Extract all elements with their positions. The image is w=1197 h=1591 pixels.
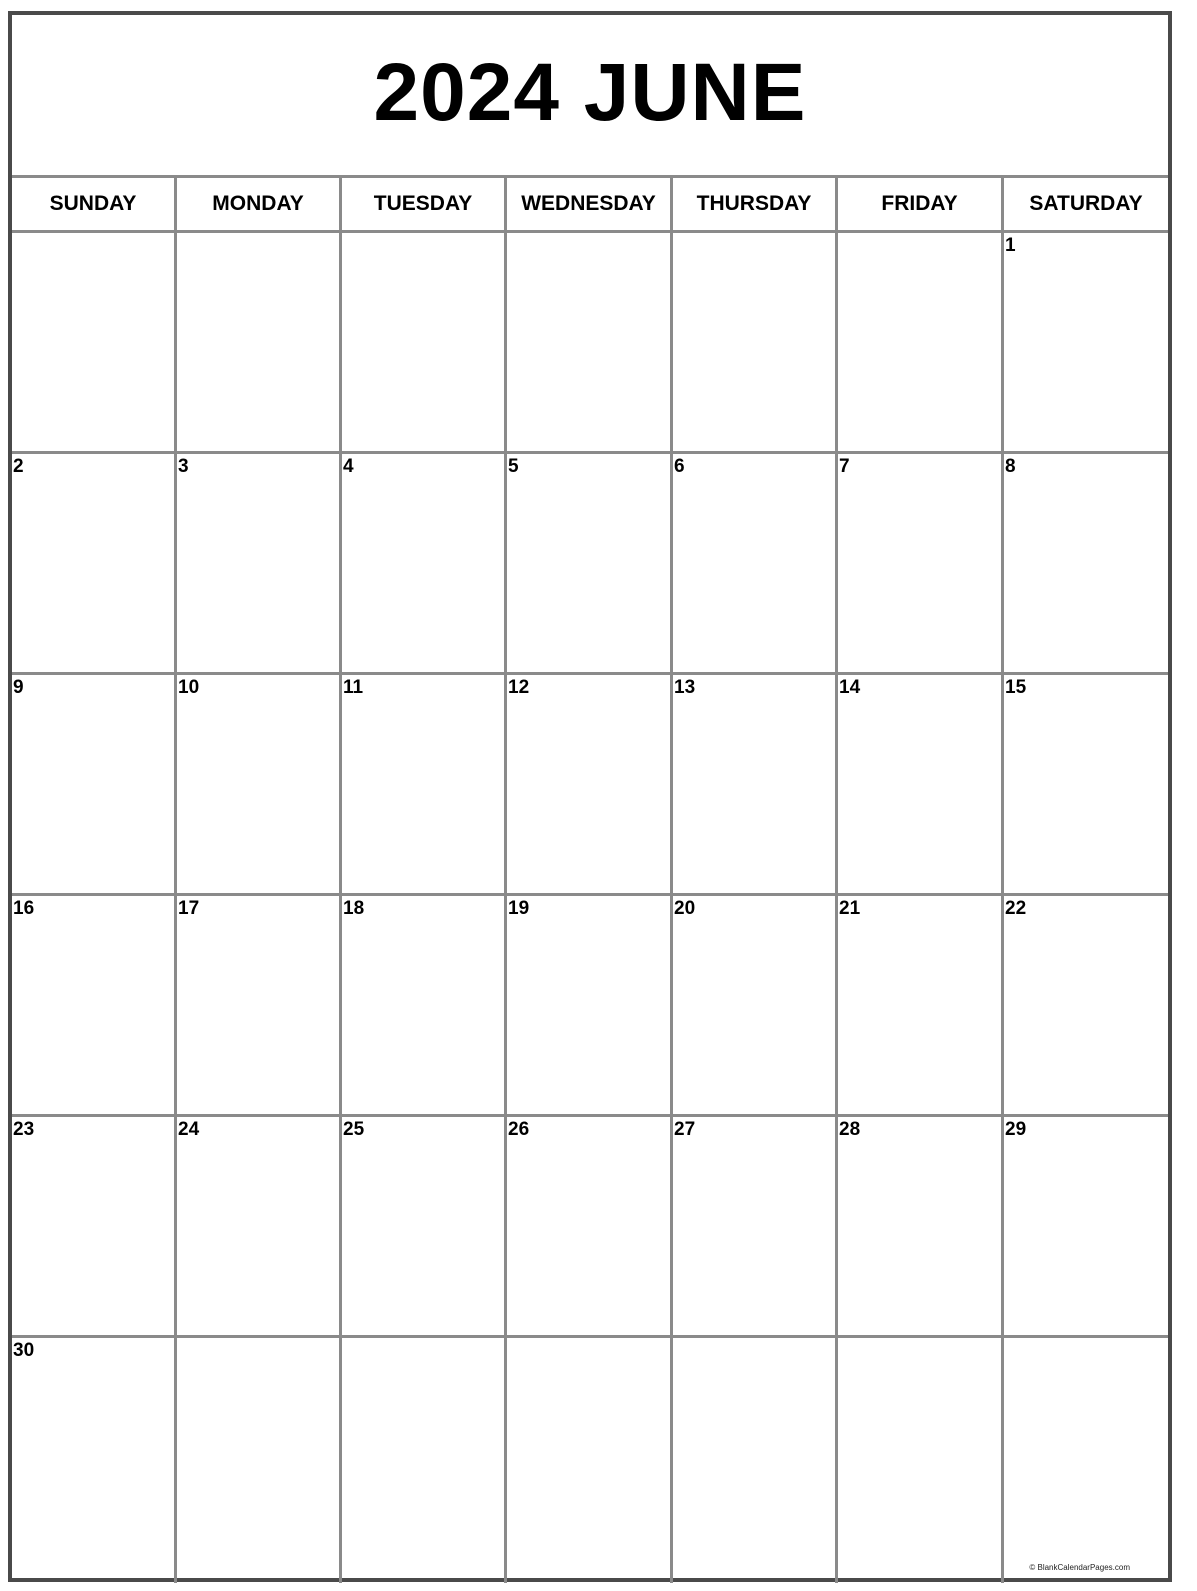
day-number: 25: [343, 1119, 365, 1140]
day-cell: [507, 1338, 673, 1583]
day-number: 6: [674, 456, 685, 477]
calendar-frame: [8, 11, 1172, 1582]
day-cell: [673, 896, 838, 1114]
day-cell: [1004, 1117, 1168, 1335]
day-cell: [12, 1117, 177, 1335]
day-number: 14: [839, 677, 861, 698]
day-cell: [342, 675, 507, 893]
day-cell: [673, 233, 838, 451]
week-row-2: [12, 454, 1168, 675]
day-cell: [342, 233, 507, 451]
weekday-thursday: THURSDAY: [673, 178, 838, 230]
day-number: 24: [178, 1119, 200, 1140]
day-number: 19: [508, 898, 530, 919]
day-cell: [342, 896, 507, 1114]
day-cell: [673, 675, 838, 893]
day-cell: [12, 233, 177, 451]
weekday-wednesday: WEDNESDAY: [507, 178, 673, 230]
day-cell: [507, 233, 673, 451]
day-cell: [838, 675, 1004, 893]
week-row-5: [12, 1117, 1168, 1338]
day-cell: [507, 1117, 673, 1335]
calendar-title: 2024 JUNE: [373, 47, 807, 138]
day-cell: [507, 454, 673, 672]
day-cell: [1004, 896, 1168, 1114]
day-cell: [838, 454, 1004, 672]
calendar-grid: [12, 175, 1168, 1583]
day-cell: [507, 675, 673, 893]
day-cell: [673, 1338, 838, 1583]
day-number: 8: [1005, 456, 1016, 477]
day-number: 27: [674, 1119, 696, 1140]
day-number: 20: [674, 898, 696, 919]
weekday-header-row: [12, 178, 1168, 233]
week-row-1: [12, 233, 1168, 454]
weekday-saturday: SATURDAY: [1029, 192, 1143, 215]
week-row-4: [12, 896, 1168, 1117]
day-cell: [342, 1117, 507, 1335]
day-cell: [177, 896, 342, 1114]
day-cell: [12, 675, 177, 893]
day-number: 26: [508, 1119, 530, 1140]
day-number: 30: [13, 1340, 35, 1361]
day-number: 23: [13, 1119, 35, 1140]
day-number: 21: [839, 898, 861, 919]
day-cell: [1004, 1338, 1168, 1583]
weekday-monday: MONDAY: [177, 178, 342, 230]
week-row-6: [12, 1338, 1168, 1583]
day-number: 29: [1005, 1119, 1027, 1140]
day-cell: [1004, 454, 1168, 672]
day-cell: [673, 1117, 838, 1335]
day-cell: [838, 233, 1004, 451]
day-number: 9: [13, 677, 24, 698]
day-cell: [838, 1338, 1004, 1583]
day-cell: [342, 1338, 507, 1583]
day-cell: [177, 675, 342, 893]
day-number: 11: [343, 677, 364, 698]
day-number: 28: [839, 1119, 861, 1140]
day-cell: [838, 896, 1004, 1114]
weekday-friday: FRIDAY: [838, 178, 1004, 230]
day-number: 17: [178, 898, 200, 919]
day-cell: [177, 454, 342, 672]
copyright-watermark: © BlankCalendarPages.com: [1029, 1563, 1130, 1572]
day-cell: [177, 1117, 342, 1335]
day-cell: [177, 1338, 342, 1583]
day-number: 4: [343, 456, 354, 477]
title-area: [12, 15, 1168, 175]
day-cell: [177, 233, 342, 451]
day-number: 18: [343, 898, 365, 919]
day-cell: [12, 1338, 177, 1583]
day-number: 12: [508, 677, 530, 698]
week-row-3: [12, 675, 1168, 896]
day-number: 7: [839, 456, 850, 477]
day-number: 10: [178, 677, 200, 698]
day-number: 1: [1005, 235, 1016, 256]
day-number: 16: [13, 898, 35, 919]
day-number: 13: [674, 677, 696, 698]
day-number: 22: [1005, 898, 1027, 919]
day-cell: [673, 454, 838, 672]
weekday-sunday: SUNDAY: [12, 178, 177, 230]
day-cell: [1004, 675, 1168, 893]
day-number: 5: [508, 456, 519, 477]
day-number: 15: [1005, 677, 1027, 698]
weekday-tuesday: TUESDAY: [342, 178, 507, 230]
day-cell: [12, 454, 177, 672]
day-cell: [12, 896, 177, 1114]
day-cell: [507, 896, 673, 1114]
day-cell: [838, 1117, 1004, 1335]
day-cell: [1004, 233, 1168, 451]
day-cell: [342, 454, 507, 672]
day-number: 3: [178, 456, 189, 477]
day-number: 2: [13, 456, 24, 477]
